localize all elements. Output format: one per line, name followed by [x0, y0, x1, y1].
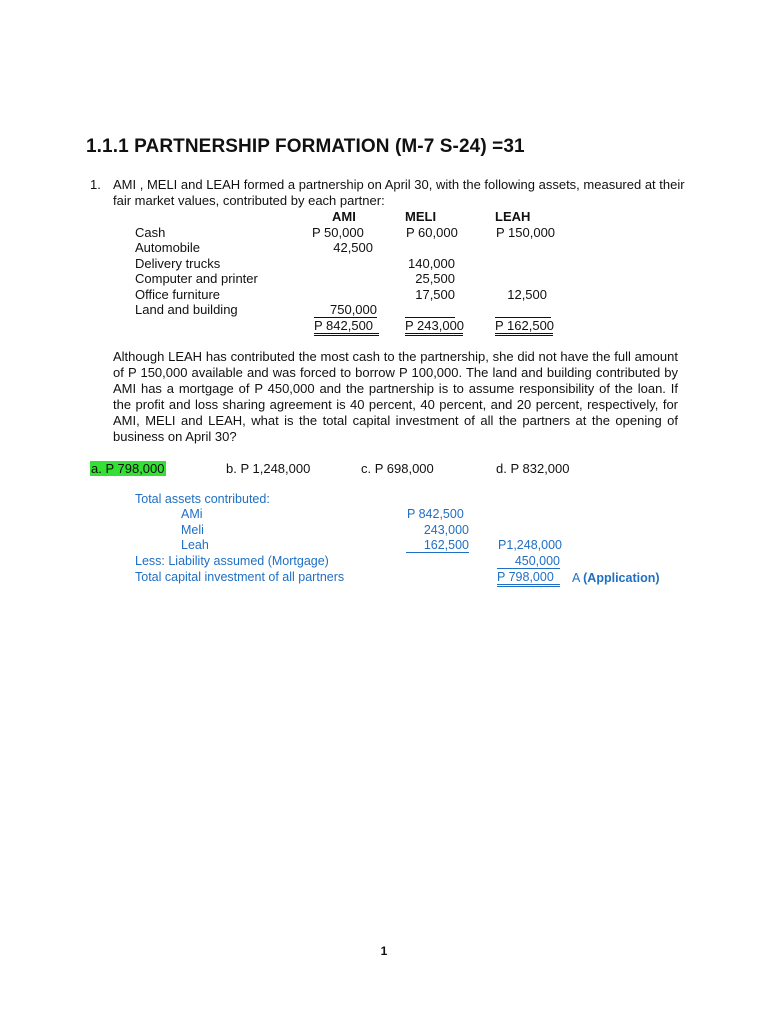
asset-label-office-furniture: Office furniture: [135, 287, 221, 302]
asset-label-automobile: Automobile: [135, 240, 201, 255]
solution-leah-value: 162,500: [406, 538, 469, 553]
solution-total-value: P 798,000: [497, 570, 560, 587]
solution-leah-label: Leah: [181, 538, 209, 552]
answer-classification: (Application): [583, 571, 660, 585]
solution-subtotal: P1,248,000: [498, 538, 562, 552]
solution-total-label: Total capital investment of all partners: [135, 570, 345, 584]
solution-meli-value: 243,000: [423, 523, 469, 537]
question-intro-line1: AMI , MELI and LEAH formed a partnership on April 30, with the following assets, measured at their: [113, 177, 685, 192]
question-intro-line2: fair market values, contributed by each partner:: [113, 193, 385, 208]
answer-letter: A: [572, 571, 580, 585]
total-meli: P 243,000: [405, 318, 463, 336]
office-furniture-leah: 12,500: [507, 287, 547, 302]
solution-answer-tag: [572, 571, 660, 585]
question-number: 1.: [90, 177, 101, 192]
cash-leah: P 150,000: [496, 225, 556, 240]
solution-total-assets-label: Total assets contributed:: [135, 492, 270, 506]
page-heading: 1.1.1 PARTNERSHIP FORMATION (M-7 S-24) =31: [86, 136, 525, 157]
cash-meli: P 60,000: [406, 225, 458, 240]
asset-label-cash: Cash: [135, 225, 166, 240]
page-number: 1: [380, 944, 388, 958]
land-building-ami: 750,000: [314, 302, 377, 318]
choice-a-highlight: a. P 798,000: [91, 461, 165, 476]
solution-meli-label: Meli: [181, 523, 204, 537]
total-leah: P 162,500: [495, 318, 553, 336]
choice-c: c. P 698,000: [361, 461, 434, 476]
meli-subtotal-rule: [405, 302, 455, 318]
question-paragraph: Although LEAH has contributed the most cash to the partnership, she did not have the full amount of P 150,000 available and was forced to borrow P 100,000. The land and building contributed by AMI has a mortgage of P 450,000 and the partnership is to assume responsibility of the loan. If the profit and loss sharing agreement is 40 percent, 40 percent, and 20 percent, respectively, for AMI, MELI and LEAH, what is the total capital investment of all the partners at the opening of business on April 30?: [113, 349, 678, 444]
column-header-ami: AMI: [332, 209, 356, 224]
asset-label-delivery-trucks: Delivery trucks: [135, 256, 221, 271]
computer-printer-meli: 25,500: [415, 271, 455, 286]
solution-liability-value: 450,000: [497, 554, 560, 569]
choice-b: b. P 1,248,000: [226, 461, 311, 476]
solution-liability-label: Less: Liability assumed (Mortgage): [135, 554, 329, 568]
cash-ami: P 50,000: [312, 225, 364, 240]
choice-a: [90, 461, 166, 476]
solution-ami-label: AMi: [181, 507, 203, 521]
asset-label-computer-printer: Computer and printer: [135, 271, 258, 286]
delivery-trucks-meli: 140,000: [408, 256, 455, 271]
column-header-meli: MELI: [405, 209, 437, 224]
choice-d: d. P 832,000: [496, 461, 570, 476]
asset-label-land-building: Land and building: [135, 302, 238, 317]
automobile-ami: 42,500: [333, 240, 373, 255]
office-furniture-meli: 17,500: [415, 287, 455, 302]
total-ami: P 842,500: [314, 318, 379, 336]
leah-subtotal-rule: [495, 302, 551, 318]
solution-ami-value: P 842,500: [407, 507, 464, 521]
column-header-leah: LEAH: [495, 209, 531, 224]
